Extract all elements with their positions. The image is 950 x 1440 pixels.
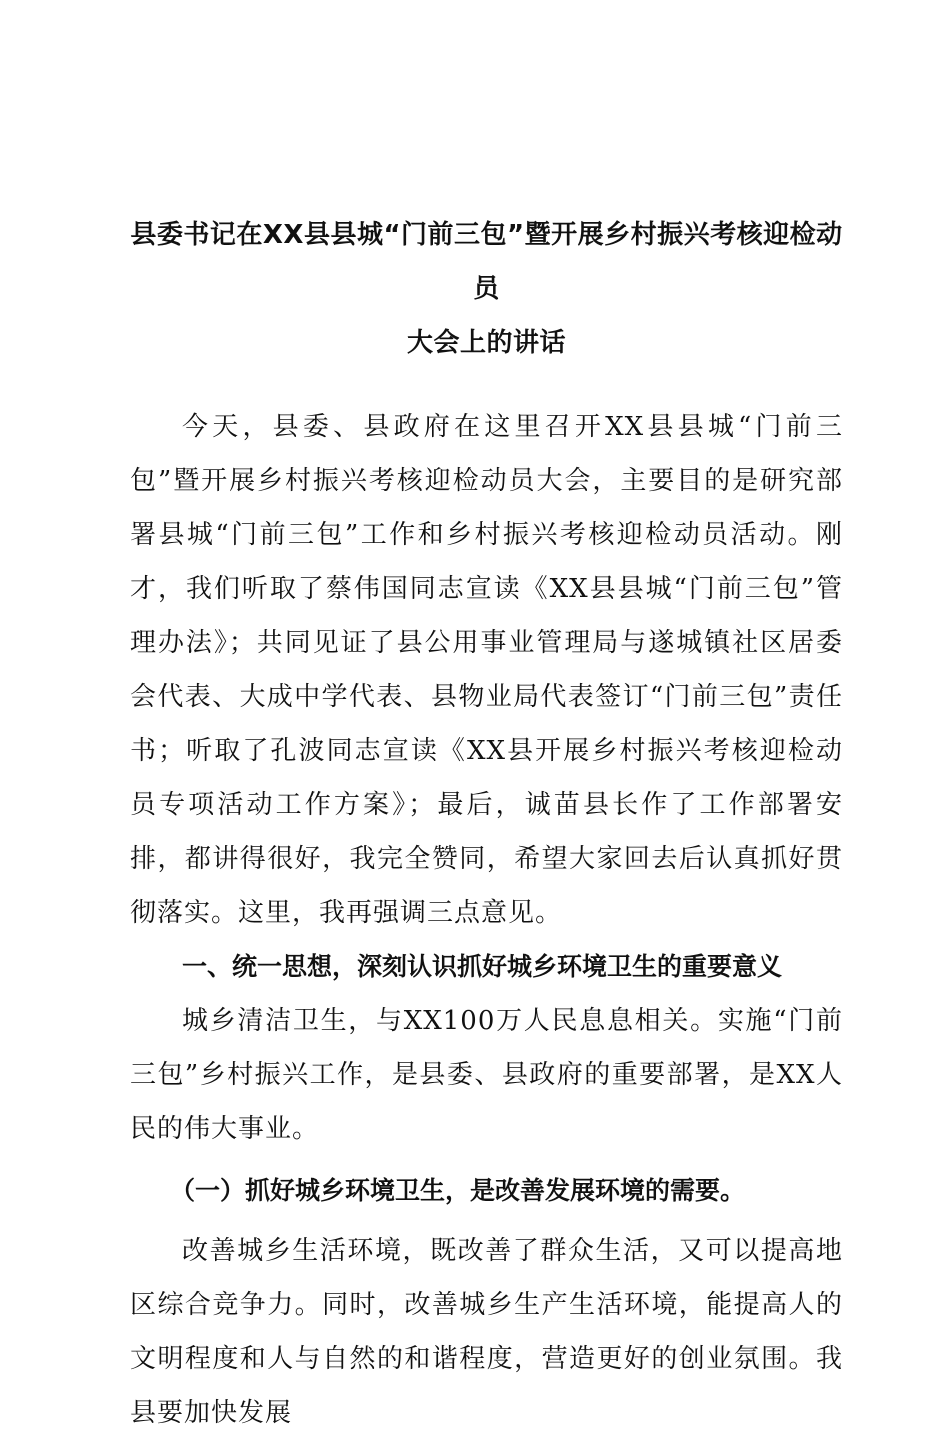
title-line-1: 县委书记在XX县县城“门前三包”暨开展乡村振兴考核迎检动员 — [130, 220, 843, 304]
section-1-paragraph: 城乡清洁卫生，与XX100万人民息息相关。实施“门前三包”乡村振兴工作，是县委、县政府的重要部署，是XX人民的伟大事业。 — [130, 1006, 843, 1144]
subsection-1-heading: （一）抓好城乡环境卫生，是改善发展环境的需要。 — [170, 1176, 746, 1205]
document-title — [130, 208, 843, 370]
document-page — [130, 208, 843, 1440]
title-spacer — [130, 370, 843, 400]
intro-paragraph: 今天，县委、县政府在这里召开XX县县城“门前三包”暨开展乡村振兴考核迎检动员大会，主要目的是研究部署县城“门前三包”工作和乡村振兴考核迎检动员活动。刚才，我们听取了蔡伟国同志宣读《XX县县城“门前三包”管理办法》；共同见证了县公用事业管理局与遂城镇社区居委会代表、大成中学代表、县物业局代表签订“门前三包”责任书；听取了孔波同志宣读《XX县开展乡村振兴考核迎检动员专项活动工作方案》；最后，诚苗县长作了工作部署安排，都讲得很好，我完全赞同，希望大家回去后认真抓好贯彻落实。这里，我再强调三点意见。 — [130, 412, 843, 928]
title-line-2: 大会上的讲话 — [406, 328, 566, 358]
subsection-1-paragraph: 改善城乡生活环境，既改善了群众生活，又可以提高地区综合竞争力。同时，改善城乡生产生活环境，能提高人的文明程度和人与自然的和谐程度，营造更好的创业氛围。我县要加快发展 — [130, 1236, 843, 1428]
section-1-heading: 一、统一思想，深刻认识抓好城乡环境卫生的重要意义 — [182, 952, 783, 981]
